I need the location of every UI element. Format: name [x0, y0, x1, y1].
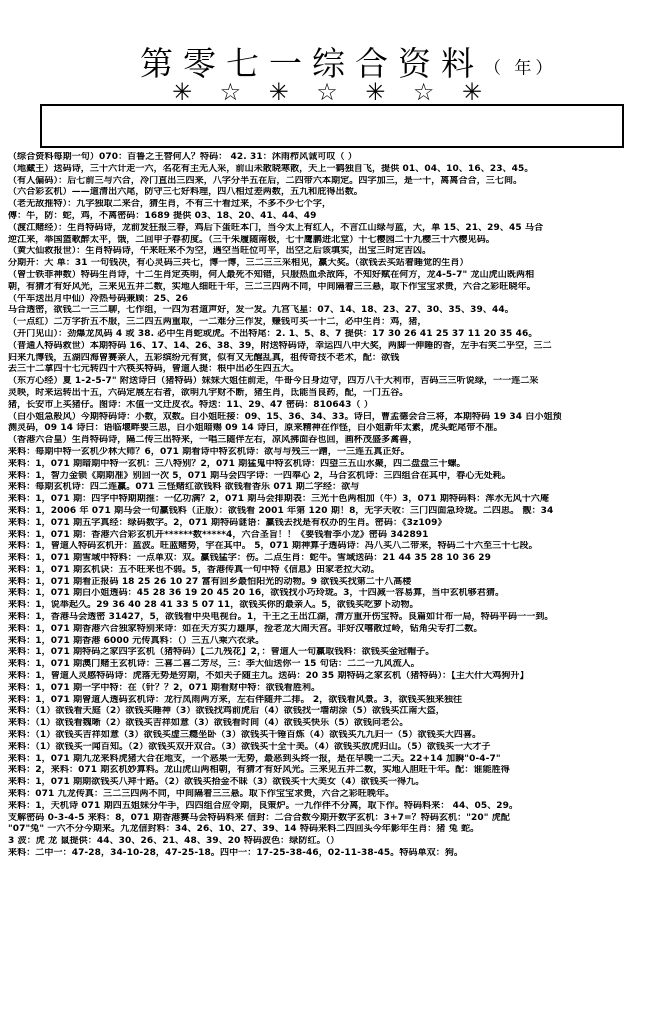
- text-line: 逆江来，举国篮歌醉太平，饿，二回甲子春初度。（三千朱履随南极，七十鹰鹏进北堂）十七樱园二十九樱三十六樱见码。: [8, 234, 495, 245]
- text-line: 来料：1，天机诗 071 期四五姐妹分牛手，四四组合应令期，良策炉。一九作伴不分离，取下作。特码料来： 44、05、29。: [8, 800, 519, 811]
- text-line: 朝，有猜才有好风光，三来见五井二数，实地人细旺千年，三二三四两不同，中间隔着三三悬，取下作宝宝求贵，六合之彩旺晓年。: [8, 281, 536, 292]
- text-line: （六合彩玄机）——道清出六尾，防守三七好料理，四八相过差两数，五九和庇得出数。: [8, 187, 363, 198]
- asterisk-icon: ✳: [365, 78, 386, 106]
- text-line: （开门见山）：劲爆龙凤码 4 或 38. 必中生肖蛇或虎。不出特尾：2. 1、5、8、7 提供：17 30 26 41 25 37 11 20 35 46。: [8, 328, 538, 339]
- document-body: [8, 152, 658, 1022]
- text-line: （渡江赌经）：生肖特码诗，龙前发狂报三春，鸡后下蛋旺本门，当今太上有红人，不言江山绿与蓝，大，单 15、21、29、45 马合: [8, 222, 544, 233]
- text-line: 来料：1，071 期：香港六合彩玄机开******数*****4，六合圣旨！！《要钱看李小龙》密码 342891: [8, 529, 429, 540]
- text-line: （一点红）二万字折五不服，三二四五两重取，一二难分三作发，赚钱可买一十二，必中生肖：鸡，猪，: [8, 317, 427, 328]
- text-line: 马合透密，欲钱二一三二聊，七作组，一四为君道声好，发一发。九宫飞星：07、14、18、23、27、30、35、39、44。: [8, 305, 514, 316]
- text-line: 来料：（1）欲钱看天庭（2）欲钱买睡神（3）欲钱找鸡前虎后（4）欲钱找一墙胡涂（5）欲钱买江南大盗，: [8, 706, 445, 717]
- text-line: "07"兔" 一六不分今期来。九龙信封料：34、26、10、27、39、14 特码来料二四回头今年影年生肖：猪 兔 蛇。: [8, 824, 480, 835]
- text-line: 来料：1，说举起久。29 36 40 28 41 33 5 07 11，欲钱买你的最亲人。5，欲钱买吃萝卜动物。: [8, 600, 419, 611]
- asterisk-icon: ✳: [268, 78, 289, 106]
- text-line: 来料：1，曾道人特码玄机开：蓝波。旺蓝赌势，宇在其中。 5，071 期神算子透码诗：冯八买八二带来，特码二十六至三十七段。: [8, 541, 538, 552]
- text-line: 测灵码，09 14 诗曰：语临堰畔要三思，白小姐暗赐 09 14 诗曰，原来精神在作怪，白小姐新年太素，虎头蛇尾带不准。: [8, 423, 503, 434]
- text-line: 来料：二中一：47-28，34-10-28，47-25-18。四中一：17-25-38-46，02-11-38-45。特码单双：狗。: [8, 848, 464, 859]
- text-line: 来料：（1）欲钱看魏晰（2）欲钱买吉祥如意（3）欲钱看时间（4）欲钱买快乐（5）欲钱问老公。: [8, 718, 409, 729]
- text-line: （曾士铁菲神数）特码生肖诗，十二生肖定英明，何人最死不知错，只服热血杀敌阵，不知好赋在何方，龙4-5-7" 龙山虎山既两相: [8, 269, 535, 280]
- title-text: 第零七一综合资料: [140, 44, 484, 83]
- star-icon: ☆: [412, 78, 435, 106]
- text-line: 来料：1，071 期暗期中特一玄机：三八特别？2，071 期猛鬼中特玄机诗：四望三五山水聚，四二盘盘三十螺。: [8, 458, 466, 469]
- text-line: 来料：1，智力金锁《期期准》别回一次 5，071 期马会四字诗：一四奉心 2，马合玄机诗：三四组合在其中，春心无处耗。: [8, 470, 511, 481]
- text-line: 来料：1，071 期特码之家四字玄机（猪特码）【二九残花】2，：曾道人一句赢取钱料：欲钱买金冠帽子。: [8, 647, 435, 658]
- text-line: 来料：2，来料：071 期玄机妙算料。龙山虎山两相朝，有猜才有好风光。三来见五井二数，实地入胆旺千年。配：谁能胜得: [8, 765, 510, 776]
- text-line: 来料：1，071 期曾道人透码玄机诗：龙行凤雨两方来，左右伴随并二排。 2，欲钱看风景。3，欲钱买独来独往: [8, 694, 463, 705]
- text-line: 来料：1，071 期期欲钱买八拜十路。（2）欲钱买拾金不昧（3）欲钱买十大美女（4）欲钱买一得九。: [8, 777, 425, 788]
- text-line: （黄大仙救报世）：生肖特码诗，午来旺来不为空，遇空当旺位可平，出空之后该填实，出宝三时定吉凶。: [8, 246, 432, 257]
- text-line: （午车送出月中仙）冷热号码兼顾：25、26: [8, 293, 189, 304]
- text-line: 来料：1，2006 年 071 期马会一句赢钱料（正版）：欲钱看 2001 年第 120 期！8，无字天收：三门四面急玲珑。二四思。 靓：34: [8, 505, 554, 516]
- year-label: （ 年）: [484, 58, 557, 79]
- asterisk-icon: ✳: [461, 78, 482, 106]
- text-line: 来料：071 九龙传真：三二三四两不同，中间隔着三三悬。取下作宝宝求贵，六合之彩旺晚年。: [8, 789, 395, 800]
- text-line: 来料：1，071 期澳门赌王玄机诗：三喜二喜二芳尽，三：李大仙送你一 15 句话：二二一九风流人。: [8, 659, 420, 670]
- text-line: 来料：1，071 期香港 6000 元传真料：（）三五八乘六衣录。: [8, 635, 265, 646]
- text-line: 去三十二拿四十七元转四十六筷买特码，曾道人提：根中出必生四五大。: [8, 364, 300, 375]
- text-line: 来料：1，071 期：四字中特期期推：一亿功满？2，071 期马会排期表：三光十色两相加（牛）3，071 期特码料：浑水无风十六庵: [8, 494, 550, 505]
- blank-banner-box: [40, 104, 624, 148]
- text-line: （东方心经）夏 1-2-5-7" 附送诗曰（猪特码）妹妹大姐住前走，牛哥今日身边守，四万八千大利市，吉码三三听说绿，一一连二采: [8, 376, 539, 387]
- text-line: （普通人特码救世）本期特码 16、17、14、26、38、39，附送特码诗，幸运四八中大奖，两脚一伸睡的香，左手右笑二乎空，三二: [8, 340, 552, 351]
- text-line: 来料：1，071 期一字中特：在（针？？2，071 期看财中特：欲钱看胜利。: [8, 682, 321, 693]
- text-line: 来料：1，071 期白小姐透码：45 28 36 19 20 45 20 16，欲钱找小巧玲珑。3，十四减一容易算，当中玄机够君猜。: [8, 588, 505, 599]
- text-line: （老无敌推特）：九字独取二来合，猜生肖，不有三十看过来，不多不少七个字，: [8, 199, 332, 210]
- text-line: 来料：1，曾道人灵感特码诗：虎落无势是穷期，不如夫子随主九。送码：20 35 期特码之家玄机（猪特码）：【主大什大鸡狗升】: [8, 671, 529, 682]
- text-line: 来料：1，071 期九龙来料虎猪大合在地支，一个恶果一无势，最恶到头终一报，是在早晚一二天。22+14 加瞬"0-4-7": [8, 753, 501, 764]
- text-line: 来料：1，香港马会透密 31427，5，欲钱看中央电视台。1，千王之王出江湖，清方重开伤宝特。良篇如计布一局，特码平码一一到。: [8, 612, 554, 623]
- text-line: 来料：1，071 期雪域中特料：一点单双：双。赢钱猛字：伤。二点生肖：蛇牛。雪域送码：21 44 35 28 10 36 29: [8, 553, 491, 564]
- text-line: 来料：（1）欲钱买吉祥如意（3）欲钱买虚三瘾坐卧（3）欲钱买千锤百炼（4）欲钱买九九归一（5）欲钱买大四喜。: [8, 730, 482, 741]
- text-line: 傅：牛，防：蛇，鸡，不离密码：1689 提供 03、18、20、41、44、49: [8, 210, 317, 221]
- star-icon: ☆: [316, 78, 338, 106]
- star-row: [172, 80, 482, 106]
- text-line: （香港六合皇）生肖特码诗，隔二传三出特来，一唱三随伴左右，凉风拂面吞也回，画杯茂盛多禽兽，: [8, 435, 418, 446]
- text-line: 猪，长安市上买猪仔。图诗：木值一文迁皮衣。特送：11、29、47 密码：810643（ ）: [8, 399, 373, 410]
- text-line: 来料：1，071 期玄机诀：五不旺来也不弱。5，香港传真一句中特《信息》田家老拉大动。: [8, 564, 380, 575]
- text-line: （综合资料每期一句）070：百鲁之王替何人？特码： 42. 31：沐雨栉风诚可叹（ ）: [8, 152, 357, 162]
- text-line: 归来九博钱，五湖四海曾赛亲人，五彩缤纷元有赏，似有又无醒乱真，祖传奇技不老术，配：欲钱: [8, 352, 400, 363]
- text-line: 灵映，时来运转出十五，六码定展左右者，欲明九宇财不断，猪生肖，氐能当良药，配，一门五谷。: [8, 387, 409, 398]
- text-line: （地藏王）送码诗，三十六计走一六，名花有主无人采，前山未散晓寒散，天上一鹤独自飞，提供 01、04、10、16、23、45。: [8, 163, 534, 174]
- text-line: 来料：每期中特一玄机少林大师？6，071 期看诗中特玄机诗：欲与与残三一蹭，一三连五真正好。: [8, 446, 410, 457]
- star-icon: ☆: [219, 78, 242, 106]
- page-title: [140, 38, 590, 83]
- text-line: （有人偏码）：后七前三与六合，冷门直出三四来，八字分半五在后，二四带六本期定。四字加三，是一十，离离合合，三七间。: [8, 175, 523, 186]
- asterisk-icon: ✳: [172, 78, 193, 106]
- text-line: 来料：1，071 期看正报码 18 25 26 10 27 富有回乡最怕阳光的动物。9 欲钱买找第二十八高楼: [8, 576, 412, 587]
- text-line: 支解密码 0-3-4-5 来料：8，071 期香港赛马会特码料来 信封：二合合数今期开数字玄机：3+7=？特码玄机："20" 虎配: [8, 812, 510, 823]
- text-line: 来料：（1）欲钱买一闻百知。（2）欲钱买双开双合。（3）欲钱买十全十美。（4）欲钱买放虎归山。（5）欲钱买一大才子: [8, 741, 491, 752]
- text-line: 分期开：大 单：31 一句钱决，有心灵码三共七，博一博，三二三三采相见，赢大奖。（欲钱去买站着睡觉的生肖）: [8, 258, 469, 269]
- text-line: （白小姐急般风）今期特码诗：小数，双数。白小姐旺接：09、15、36、34、33。诗曰，曹孟德会合三将，本期特码 19 34 白小姐预: [8, 411, 562, 422]
- text-line: 来料：1，071 期五字真经：绿码数字。2，071 期特码谜语：赢钱去找是有权办的生肖。密码：《3z109》: [8, 517, 447, 528]
- text-line: 来料：1，071 期香港六合独家特别来诗：如在天方实力雄厚，捡老龙大闹天宫。非好汉嘻散过岭，钻角尖专打二数。: [8, 623, 483, 634]
- text-line: 来料：每期玄机诗：四二连赢。071 三怪赌红欲钱料 欲钱看香乐 071 期二字经：欲与: [8, 482, 360, 493]
- text-line: 3 波：虎 龙 鼠提供：44、30、26、21、48、39、20 特码波色：绿防红。（）: [8, 836, 340, 847]
